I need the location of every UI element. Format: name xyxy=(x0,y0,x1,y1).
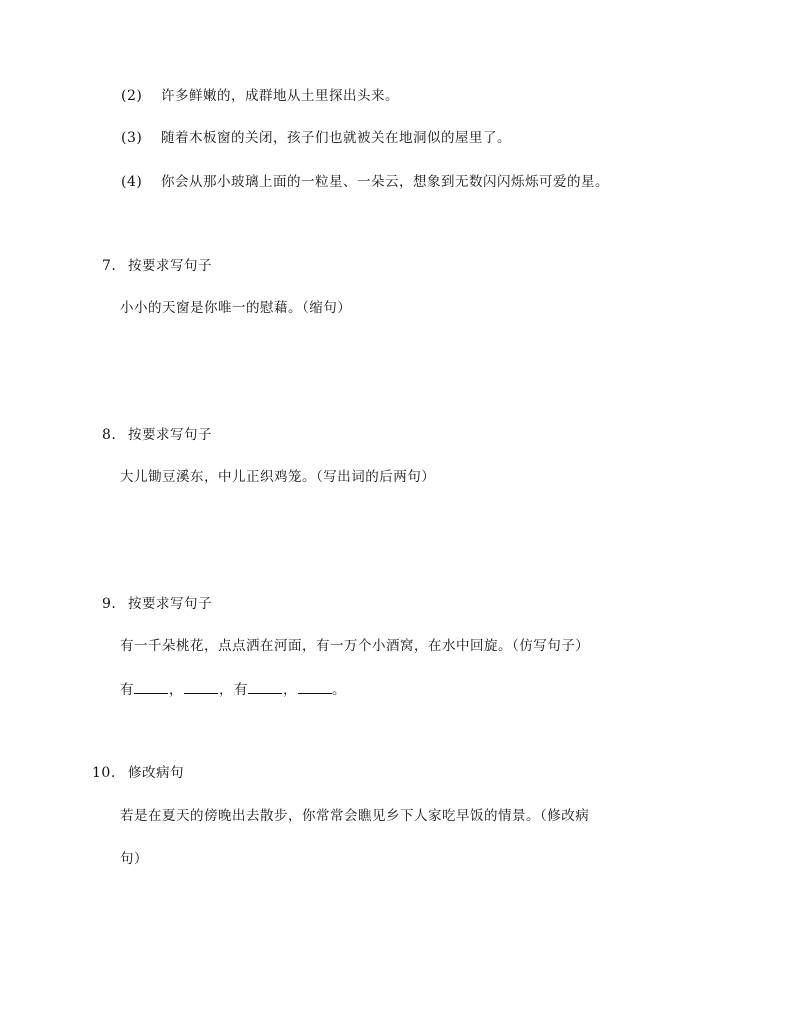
question-number: 8. xyxy=(102,427,117,443)
question-title: 按要求写句子 xyxy=(128,596,212,612)
question-7-sentence: 小小的天窗是你唯一的慰藉。（缩句） xyxy=(120,300,352,316)
template-word: 有 xyxy=(234,682,248,698)
sub-item-text: 你会从那小玻璃上面的一粒星、一朵云，想象到无数闪闪烁烁可爱的星。 xyxy=(161,174,609,190)
question-title: 按要求写句子 xyxy=(128,258,212,274)
sub-item-4 xyxy=(121,172,609,192)
answer-blank-3[interactable] xyxy=(248,679,282,694)
sub-item-2 xyxy=(121,86,399,106)
question-8-title xyxy=(102,425,212,445)
template-period: 。 xyxy=(332,682,346,698)
question-9-fill-template xyxy=(120,679,346,700)
sub-item-number: (4) xyxy=(121,174,143,190)
question-10-sentence-line-2: 句） xyxy=(120,851,148,867)
question-9-sentence: 有一千朵桃花，点点洒在河面，有一万个小酒窝，在水中回旋。（仿写句子） xyxy=(120,638,590,654)
question-title: 修改病句 xyxy=(128,765,184,781)
question-number: 10. xyxy=(92,765,116,781)
question-number: 9. xyxy=(102,596,117,612)
template-comma: ， xyxy=(283,682,297,698)
question-number: 7. xyxy=(102,258,117,274)
sub-item-text: 随着木板窗的关闭，孩子们也就被关在地洞似的屋里了。 xyxy=(161,130,511,146)
sub-item-number: (2) xyxy=(121,88,143,104)
template-word: 有 xyxy=(120,682,134,698)
question-title: 按要求写句子 xyxy=(128,427,212,443)
sub-item-3 xyxy=(121,128,511,148)
question-8-sentence: 大儿锄豆溪东，中儿正织鸡笼。（写出词的后两句） xyxy=(120,469,436,485)
template-comma: ， xyxy=(169,682,183,698)
question-10-title xyxy=(92,763,184,783)
answer-blank-1[interactable] xyxy=(134,679,168,694)
answer-blank-2[interactable] xyxy=(184,679,218,694)
question-10-sentence-line-1: 若是在夏天的傍晚出去散步，你常常会瞧见乡下人家吃早饭的情景。（修改病 xyxy=(120,808,590,824)
template-comma: ， xyxy=(219,682,233,698)
answer-blank-4[interactable] xyxy=(298,679,332,694)
sub-item-text: 许多鲜嫩的，成群地从土里探出头来。 xyxy=(161,88,399,104)
question-9-title xyxy=(102,594,212,614)
sub-item-number: (3) xyxy=(121,130,143,146)
question-7-title xyxy=(102,256,212,276)
